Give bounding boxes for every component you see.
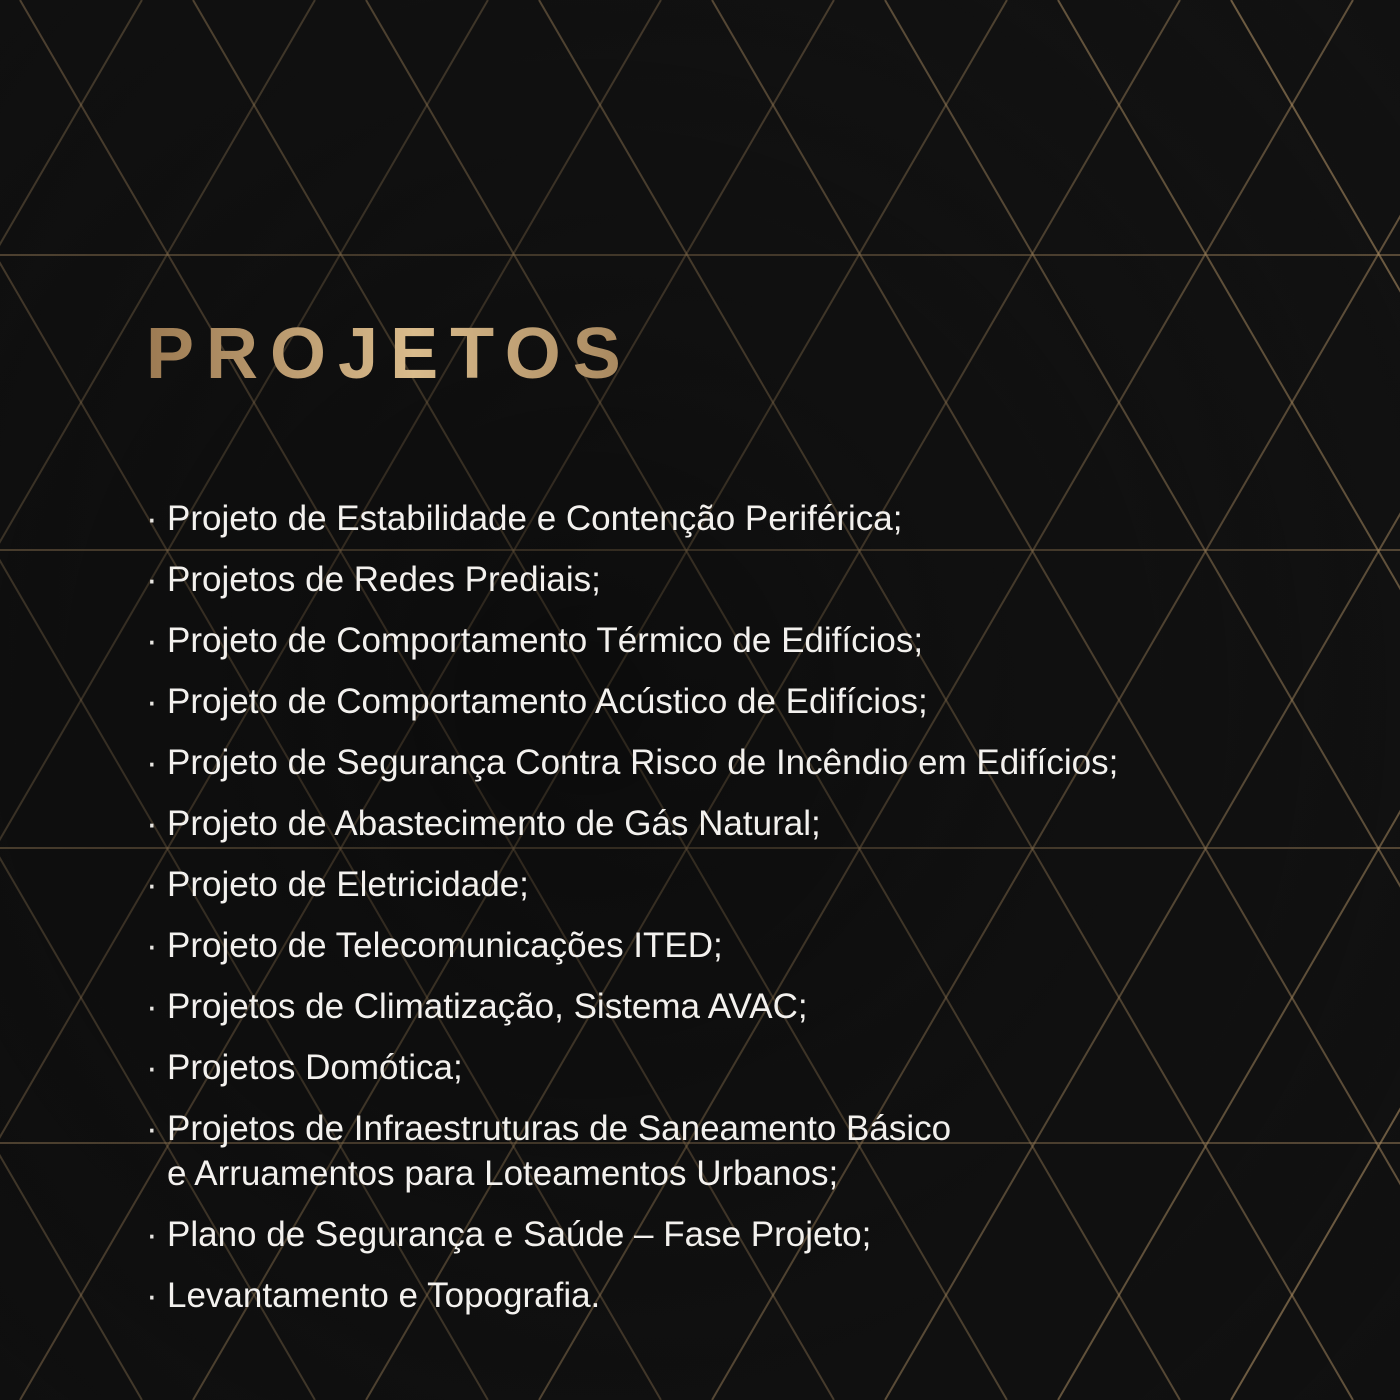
list-item-text: Projetos de Infraestruturas de Saneamento Básico e Arruamentos para Loteamentos Urbanos;: [167, 1109, 952, 1193]
list-item: [146, 1045, 1246, 1090]
list-item: [146, 618, 1246, 663]
list-item-text: Projeto de Comportamento Térmico de Edifícios;: [167, 621, 924, 660]
bullet-dot: ·: [146, 1109, 158, 1148]
bullet-dot: ·: [146, 926, 158, 965]
bullet-dot: ·: [146, 1276, 158, 1315]
list-item: [146, 1106, 1246, 1196]
list-item-text: Projeto de Segurança Contra Risco de Incêndio em Edifícios;: [167, 743, 1119, 782]
bullet-dot: ·: [146, 621, 158, 660]
page-title: PROJETOS: [146, 314, 633, 394]
bullet-dot: ·: [146, 682, 158, 721]
list-item: [146, 862, 1246, 907]
list-item: [146, 557, 1246, 602]
project-list: [146, 496, 1246, 1334]
bullet-dot: ·: [146, 804, 158, 843]
list-item-text: Plano de Segurança e Saúde – Fase Projeto;: [167, 1215, 872, 1254]
list-item-text: Projeto de Estabilidade e Contenção Periférica;: [167, 499, 903, 538]
list-item-text: Projeto de Abastecimento de Gás Natural;: [167, 804, 821, 843]
list-item: [146, 1212, 1246, 1257]
list-item: [146, 679, 1246, 724]
bullet-dot: ·: [146, 1048, 158, 1087]
list-item: [146, 740, 1246, 785]
list-item-text: Levantamento e Topografia.: [167, 1276, 601, 1315]
bullet-dot: ·: [146, 499, 158, 538]
list-item: [146, 984, 1246, 1029]
list-item: [146, 1273, 1246, 1318]
bullet-dot: ·: [146, 865, 158, 904]
list-item: [146, 496, 1246, 541]
list-item-text: Projetos Domótica;: [167, 1048, 463, 1087]
list-item: [146, 801, 1246, 846]
list-item-text: Projetos de Climatização, Sistema AVAC;: [167, 987, 808, 1026]
bullet-dot: ·: [146, 1215, 158, 1254]
list-item: [146, 923, 1246, 968]
list-item-text: Projeto de Comportamento Acústico de Edifícios;: [167, 682, 928, 721]
bullet-dot: ·: [146, 560, 158, 599]
list-item-text: Projetos de Redes Prediais;: [167, 560, 601, 599]
list-item-text: Projeto de Telecomunicações ITED;: [167, 926, 723, 965]
list-item-text: Projeto de Eletricidade;: [167, 865, 529, 904]
bullet-dot: ·: [146, 743, 158, 782]
bullet-dot: ·: [146, 987, 158, 1026]
